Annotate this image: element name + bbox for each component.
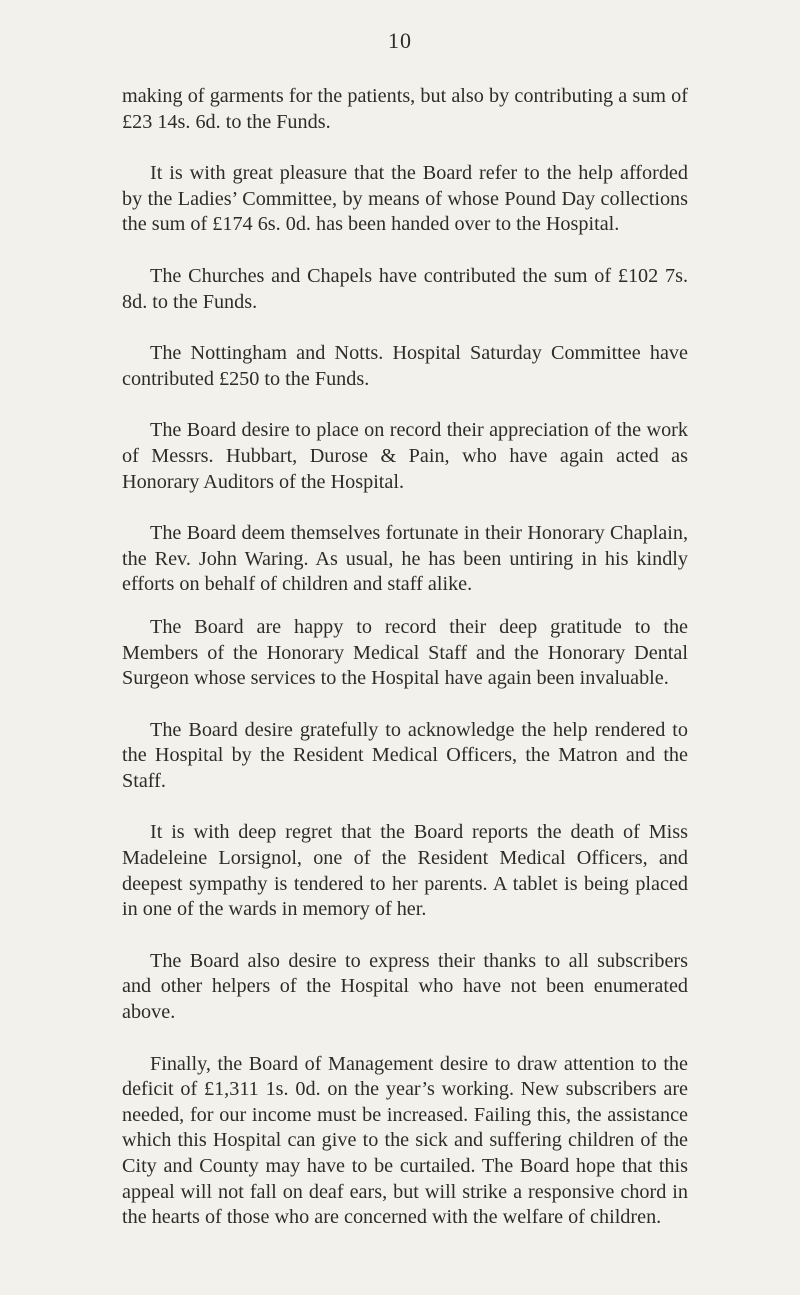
paragraph-resident-officers: The Board desire gratefully to acknowledge the help rendered to the Hospital by the Resident Medical Officers, the Matron and the Staff. xyxy=(122,718,688,792)
paragraph-honorary-auditors: The Board desire to place on record their appreciation of the work of Messrs. Hubbart, Durose & Pain, who have again acted as Honorary Auditors of the Hospital. xyxy=(122,419,688,493)
paragraph-honorary-chaplain: The Board deem themselves fortunate in their Honorary Chaplain, the Rev. John Waring. As usual, he has been untiring in his kindly efforts on behalf of children and staff alike. xyxy=(122,522,688,596)
paragraph-deficit-appeal: Finally, the Board of Management desire to draw attention to the deficit of £1,311 1s. 0d. on the year’s working. New subscribers are needed, for our income must be increased. Failing this, the assistance which this Hospital can give to the sick and suffering children of the City and County may have to be curtailed. The Board hope that this appeal will not fall on deaf ears, but will strike a responsive chord in the hearts of those who are concerned with the welfare of children. xyxy=(122,1052,688,1229)
page-number: 10 xyxy=(388,28,412,53)
paragraph-garments-contribution: making of garments for the patients, but also by contributing a sum of £23 14s. 6d. to the Funds. xyxy=(122,85,688,133)
paragraph-obituary: It is with deep regret that the Board reports the death of Miss Madeleine Lorsignol, one of the Resident Medical Officers, and deepest sympathy is tendered to her parents. A tablet is being placed in one of the wards in memory of her. xyxy=(122,821,688,921)
paragraph-saturday-committee: The Nottingham and Notts. Hospital Saturday Committee have contributed £250 to the Funds. xyxy=(122,342,688,390)
report-body xyxy=(122,84,688,1257)
paragraph-thanks-subscribers: The Board also desire to express their thanks to all subscribers and other helpers of the Hospital who have not been enumerated above. xyxy=(122,949,688,1024)
paragraph-churches-chapels: The Churches and Chapels have contributed the sum of £102 7s. 8d. to the Funds. xyxy=(122,264,688,313)
paragraph-ladies-committee: It is with great pleasure that the Board refer to the help afforded by the Ladies’ Committee, by means of whose Pound Day collections the sum of £174 6s. 0d. has been handed over to the Hospital. xyxy=(122,162,688,236)
paragraph-medical-staff: The Board are happy to record their deep gratitude to the Members of the Honorary Medical Staff and the Honorary Dental Surgeon whose services to the Hospital have again been invaluable. xyxy=(122,615,688,690)
